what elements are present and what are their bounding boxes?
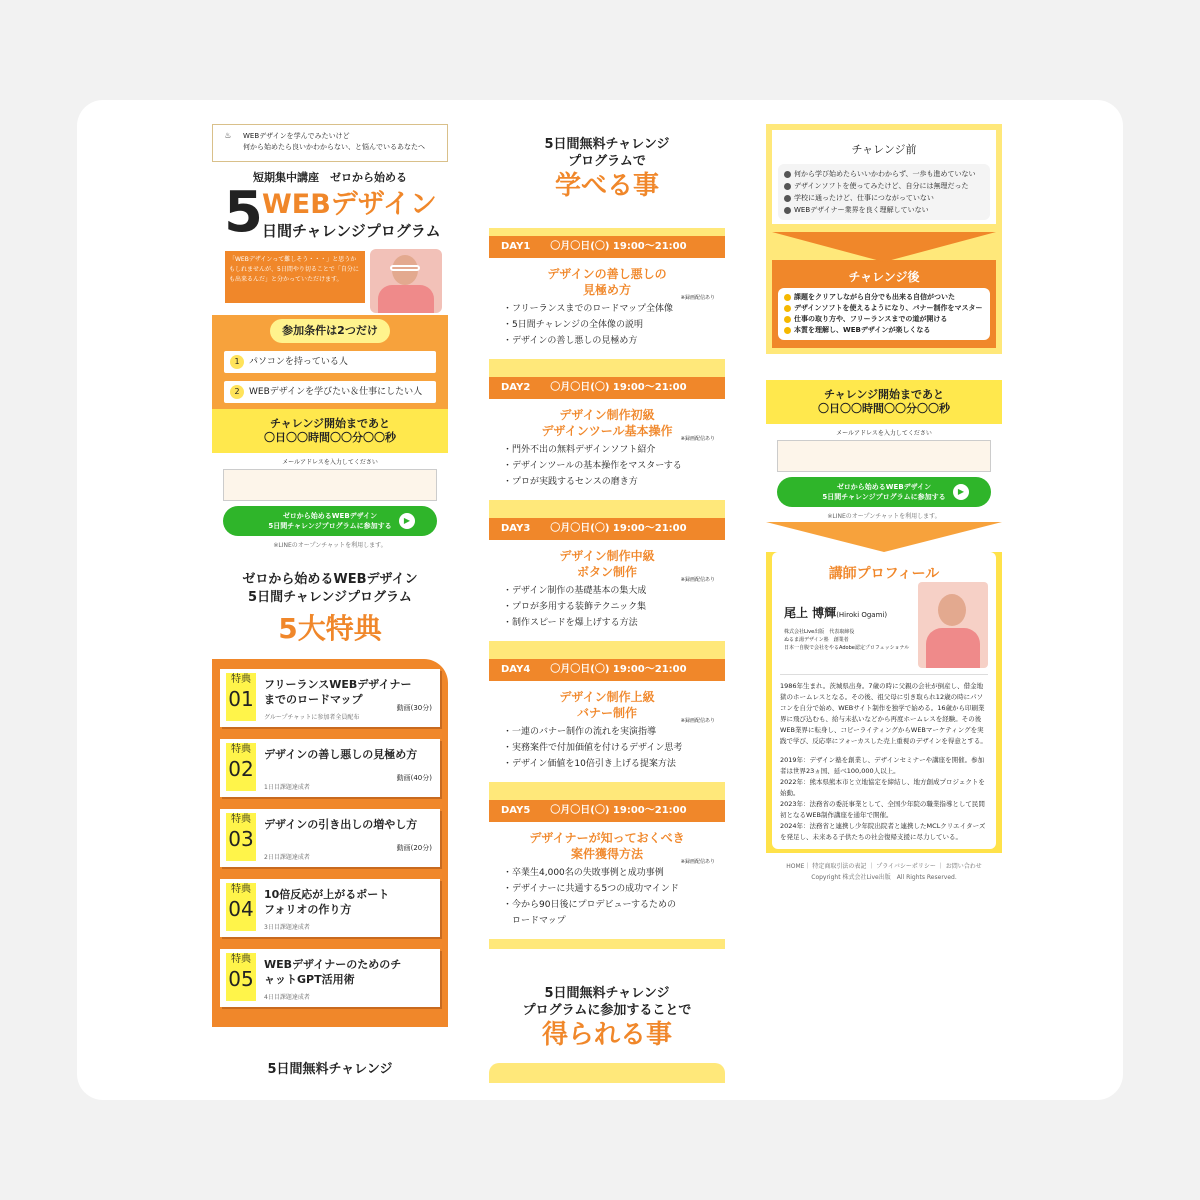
day-card [489, 651, 725, 792]
profile-section [766, 552, 1002, 853]
day-card [489, 228, 725, 369]
day-header [489, 659, 725, 681]
day-item: ・フリーランスまでのロードマップ全体像 [503, 304, 674, 314]
day-header [489, 800, 725, 822]
before-list [778, 164, 990, 220]
day-title: デザイン制作中級 ボタン制作 [559, 549, 655, 579]
check-icon [784, 316, 791, 323]
recording-note: ※録画配信あり [680, 436, 715, 442]
day-item: ・実務案件で付加価値を付けるデザイン思考 [503, 743, 683, 753]
day-date: 〇月〇日(〇) 19:00〜21:00 [550, 523, 687, 534]
instructor-roles: 株式会社Live出版 代表取締役 ぬるま湯デザイン塾 創業者 日本一自腹で会社をやるAdobe認定プロフェッショナル [784, 629, 910, 651]
after-section [772, 260, 996, 348]
learn-heading-2: プログラムで [568, 154, 646, 169]
bonus-heading-2: 5日間チャレンジプログラム [248, 590, 412, 605]
after-list [778, 288, 990, 340]
number-badge: 2 [230, 385, 244, 399]
after-title: チャレンジ後 [848, 270, 920, 284]
main-title-number: 5 [224, 180, 263, 245]
day-item: ロードマップ [503, 916, 566, 926]
bonus-item: 特典 03 デザインの引き出しの増やし方 2日目課題達成者 動画(20分) [220, 809, 440, 867]
main-title [212, 180, 448, 247]
day-item: ・デザイン制作の基礎基本の集大成 [503, 586, 647, 596]
subtitle: 短期集中講座 ゼロから始める [253, 171, 407, 184]
bonus-tag: 特典 05 [226, 953, 256, 1001]
day-item: ・デザイン価値を10倍引き上げる提案方法 [503, 759, 676, 769]
check-icon [784, 327, 791, 334]
list-item: 何から学び始めたらいいかわからず、一歩も進めていない [784, 168, 984, 180]
condition-item: 2 WEBデザインを学びたい＆仕事にしたい人 [224, 381, 436, 403]
recording-note: ※録画配信あり [680, 577, 715, 583]
bonus-tag: 特典 02 [226, 743, 256, 791]
bonus-item: 特典 01 フリーランスWEBデザイナーまでのロードマップ グループチャットに参加者全員配布 動画(30分) [220, 669, 440, 727]
play-icon: ▶ [953, 484, 969, 500]
day-item: ・デザインの善し悪しの見極め方 [503, 336, 638, 346]
bonus-item: 特典 04 10倍反応が上がるポートフォリオの作り方 3日目課題達成者 [220, 879, 440, 937]
conditions-box [212, 315, 448, 409]
day-item: ・門外不出の無料デザインソフト紹介 [503, 445, 656, 455]
recording-note: ※録画配信あり [680, 295, 715, 301]
day-header [489, 377, 725, 399]
copyright: Copyright 株式会社Live出版 All Rights Reserved. [811, 874, 957, 881]
list-item: 本質を理解し、WEBデザインが楽しくなる [784, 325, 984, 336]
lp-column-bottom [766, 100, 1002, 1100]
instructor-name: 尾上 博輝(Hiroki Ogami) [784, 606, 888, 620]
day-card [489, 369, 725, 510]
join-button[interactable]: ゼロから始めるWEBデザイン 5日間チャレンジプログラムに参加する ▶ [777, 477, 991, 507]
day-item: ・プロが多用する装飾テクニック集 [503, 602, 647, 612]
list-item: 課題をクリアしながら自分でも出来る自信がついた [784, 292, 984, 303]
divider-shape [766, 522, 1002, 552]
number-badge: 1 [230, 355, 244, 369]
bonus-item: 特典 02 デザインの善し悪しの見極め方 1日目課題達成者 動画(40分) [220, 739, 440, 797]
day-label: DAY2 [501, 382, 531, 393]
day-label: DAY1 [501, 241, 531, 252]
day-item: ・制作スピードを爆上げする方法 [503, 618, 638, 628]
list-item: 仕事の取り方や、フリーランスまでの道が開ける [784, 314, 984, 325]
day-card [489, 792, 725, 949]
day-item: ・5日間チャレンジの全体像の説明 [503, 320, 644, 330]
day-header [489, 518, 725, 540]
hero-section [212, 247, 448, 315]
list-item: WEBデザイナー業界を良く理解していない [784, 204, 984, 216]
list-item: 学校に通ったけど、仕事につながっていない [784, 192, 984, 204]
logo-icon: ♨ [224, 131, 232, 140]
list-item: デザインソフトを使ってみたけど、自分には無理だった [784, 180, 984, 192]
hero-message: 「WEBデザインって難しそう・・・」と思うかもしれませんが、5日間やり切ることで「自分にも出来るんだ」と分かっていただけます。 [225, 251, 365, 303]
x-icon [784, 183, 791, 190]
bonus-heading-1: ゼロから始めるWEBデザイン [242, 572, 418, 587]
countdown: チャレンジ開始まであと 〇日〇〇時間〇〇分〇〇秒 [212, 409, 448, 453]
footer-links[interactable]: HOME｜ 特定商取引法の表記 ｜ プライバシーポリシー ｜ お問い合わせ [786, 863, 982, 870]
header-banner [212, 124, 448, 162]
day-title: デザイナーが知っておくべき 案件獲得方法 [529, 831, 685, 861]
footer [766, 861, 1002, 883]
line-note: ※LINEのオープンチャットを利用します。 [827, 513, 941, 520]
list-item: デザインソフトを使えるようになり、バナー制作をマスター [784, 303, 984, 314]
gain-section-top [489, 1063, 725, 1083]
day-item: ・デザインツールの基本操作をマスターする [503, 461, 682, 471]
countdown: チャレンジ開始まであと 〇日〇〇時間〇〇分〇〇秒 [766, 380, 1002, 424]
profile-title: 講師プロフィール [828, 566, 940, 582]
bottom-heading: 5日間無料チャレンジ [267, 1062, 393, 1077]
lp-column-middle [489, 100, 725, 1100]
day-card [489, 510, 725, 651]
condition-item: 1 パソコンを持っている人 [224, 351, 436, 373]
lp-column-top [212, 100, 448, 1100]
gain-heading-2: プログラムに参加することで [522, 1003, 692, 1018]
header-text: WEBデザインを学んでみたいけど 何から始めたら良いかわからない、と悩んでいるあなたへ [243, 132, 425, 151]
bonus-tag: 特典 03 [226, 813, 256, 861]
email-label: メールアドレスを入力してください [282, 459, 378, 466]
check-icon [784, 294, 791, 301]
day-date: 〇月〇日(〇) 19:00〜21:00 [550, 805, 687, 816]
bonus-tag: 特典 01 [226, 673, 256, 721]
day-date: 〇月〇日(〇) 19:00〜21:00 [550, 241, 687, 252]
day-date: 〇月〇日(〇) 19:00〜21:00 [550, 664, 687, 675]
instructor-photo [370, 249, 442, 313]
instructor-photo [918, 582, 988, 668]
day-header [489, 236, 725, 258]
x-icon [784, 171, 791, 178]
play-icon: ▶ [399, 513, 415, 529]
line-note: ※LINEのオープンチャットを利用します。 [273, 542, 387, 549]
arrow-down-shape [772, 232, 996, 262]
day-label: DAY3 [501, 523, 531, 534]
bonus-list [212, 659, 448, 1027]
day-label: DAY5 [501, 805, 531, 816]
day-item: ・デザイナーに共通する5つの成功マインド [503, 884, 679, 894]
instructor-history: 2019年：デザイン塾を創業し、デザインセミナーや講座を開催。参加者は世界23ヵ国、延べ100,000人以上。 2022年：熊本県熊本市と立地協定を締結し、地方創成プロジェクトを始動。 2023年：法務省の委託事業として、全国少年院の職業指導として民間初となるWEB制作講座を通年で開催。 2024年：法務省と連携し少年院出院者と連携したMCLクリエイターズを発足し、未来ある子供たちの社会復帰支援に尽力している。 [780, 756, 986, 841]
day-item: ・今から90日後にプロデビューするための [503, 900, 677, 910]
before-title: チャレンジ前 [851, 143, 917, 156]
conditions-title: 参加条件は2つだけ [270, 319, 390, 343]
recording-note: ※録画配信あり [680, 859, 715, 865]
main-title-web: WEBデザイン [262, 189, 437, 220]
gain-heading-1: 5日間無料チャレンジ [544, 986, 670, 1001]
bonus-big-title: 5大特典 [278, 612, 382, 645]
instructor-bio: 1986年生まれ。茨城県出身。7歳の時に父親の会社が倒産し、借金地獄のホームレスとなる。その後、祖父母に引き取られ12歳の時にパソコンを自分で始め、WEBサイト制作を独学で始める。16歳から印刷業界に飛び込むも、給与未払いなどから再度ホームレスを経験。その後WEB業界に転身し、コピーライティングからWEBマーケティングを実践で学び、反応率にフォーカスした売上重視のデザインを得意とする。 [780, 674, 988, 747]
bonus-tag: 特典 04 [226, 883, 256, 931]
email-label: メールアドレスを入力してください [836, 430, 932, 437]
profile-card [772, 552, 996, 849]
day-label: DAY4 [501, 664, 531, 675]
check-icon [784, 305, 791, 312]
day-schedule [489, 228, 725, 949]
x-icon [784, 207, 791, 214]
day-date: 〇月〇日(〇) 19:00〜21:00 [550, 382, 687, 393]
join-button[interactable]: ゼロから始めるWEBデザイン 5日間チャレンジプログラムに参加する ▶ [223, 506, 437, 536]
x-icon [784, 195, 791, 202]
learn-heading-1: 5日間無料チャレンジ [544, 137, 670, 152]
preview-canvas [77, 100, 1123, 1100]
main-title-program: 日間チャレンジプログラム [262, 222, 441, 240]
day-item: ・卒業生4,000名の失敗事例と成功事例 [503, 868, 664, 878]
before-section [766, 124, 1002, 354]
day-title: デザイン制作初級 デザインツール基本操作 [541, 408, 673, 438]
day-item: ・プロが実践するセンスの磨き方 [503, 477, 638, 487]
day-title: デザイン制作上級 バナー制作 [559, 690, 655, 720]
gain-big-title: 得られる事 [541, 1020, 672, 1050]
learn-big-title: 学べる事 [554, 171, 659, 201]
day-item: ・一連のバナー制作の流れを実演指導 [503, 727, 657, 737]
email-input[interactable] [223, 469, 437, 501]
bonus-item: 特典 05 WEBデザイナーのためのチャットGPT活用術 4日目課題達成者 [220, 949, 440, 1007]
email-input[interactable] [777, 440, 991, 472]
recording-note: ※録画配信あり [680, 718, 715, 724]
day-title: デザインの善し悪しの 見極め方 [547, 267, 667, 297]
